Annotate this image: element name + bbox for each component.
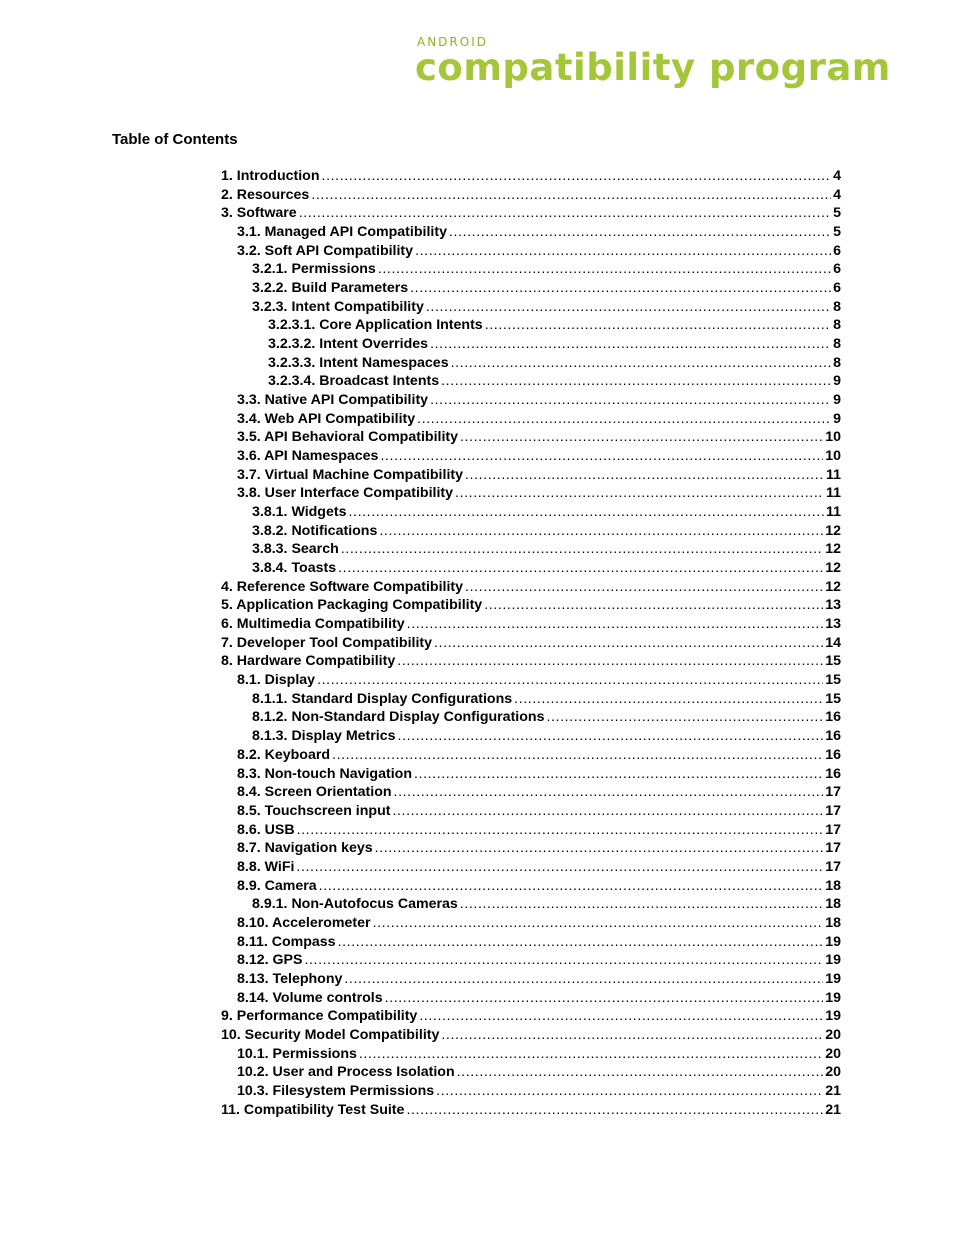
toc-dot-leader [485, 317, 831, 333]
toc-dot-leader [380, 448, 823, 464]
toc-entry-page-number: 4 [833, 168, 841, 184]
toc-entry-label: 8. Hardware Compatibility [221, 653, 396, 670]
toc-dot-leader [484, 597, 823, 613]
toc-entry-label: 8.2. Keyboard [237, 746, 331, 763]
toc-entry[interactable] [221, 429, 841, 448]
toc-dot-leader [460, 896, 823, 912]
toc-entry[interactable] [221, 1102, 841, 1121]
toc-entry-page-number: 17 [825, 802, 841, 819]
toc-dot-leader [379, 523, 823, 539]
toc-entry[interactable] [221, 709, 841, 728]
toc-entry-label: 8.8. WiFi [237, 858, 295, 875]
toc-dot-leader [304, 952, 823, 968]
toc-entry-page-number: 17 [825, 821, 841, 838]
toc-entry-page-number: 15 [825, 690, 841, 707]
toc-entry-page-number: 19 [825, 1008, 841, 1025]
toc-entry-label: 8.7. Navigation keys [237, 840, 373, 857]
toc-entry[interactable] [221, 168, 841, 187]
toc-entry[interactable] [221, 187, 841, 206]
toc-dot-leader [392, 803, 823, 819]
toc-dot-leader [373, 915, 824, 931]
toc-dot-leader [317, 672, 823, 688]
toc-entry-label: 8.1.2. Non-Standard Display Configurations [252, 709, 545, 726]
toc-entry-page-number: 10 [825, 429, 841, 446]
toc-dot-leader [434, 635, 823, 651]
toc-entry[interactable] [221, 597, 841, 616]
toc-dot-leader [319, 878, 824, 894]
toc-entry-page-number: 9 [833, 373, 841, 390]
toc-dot-leader [451, 355, 832, 371]
toc-dot-leader [394, 784, 824, 800]
toc-entry[interactable] [221, 672, 841, 691]
toc-entry-page-number: 17 [825, 784, 841, 801]
toc-entry-label: 5. Application Packaging Compatibility [221, 597, 483, 614]
toc-entry-page-number: 18 [825, 877, 841, 894]
toc-entry-label: 3.7. Virtual Machine Compatibility [237, 466, 464, 483]
toc-entry-page-number: 18 [825, 896, 841, 913]
toc-entry-label: 3.2.3. Intent Compatibility [252, 298, 424, 315]
toc-entry-page-number: 21 [825, 1082, 841, 1099]
toc-entry[interactable] [221, 1046, 841, 1065]
toc-entry-page-number: 11 [826, 504, 841, 521]
toc-entry-page-number: 19 [825, 933, 841, 950]
toc-entry-label: 3.2.2. Build Parameters [252, 280, 409, 297]
toc-entry-page-number: 12 [825, 522, 841, 539]
toc-entry[interactable] [221, 448, 841, 467]
toc-entry-label: 10.3. Filesystem Permissions [237, 1082, 435, 1099]
toc-entry-label: 1. Introduction [221, 168, 320, 184]
toc-entry-page-number: 17 [825, 840, 841, 857]
toc-entry-page-number: 20 [825, 1045, 841, 1062]
toc-dot-leader [457, 1064, 824, 1080]
toc-entry-page-number: 15 [825, 653, 841, 670]
toc-entry-page-number: 6 [833, 261, 841, 278]
toc-entry-page-number: 21 [825, 1101, 841, 1118]
toc-dot-leader [407, 616, 824, 632]
toc-entry-label: 8.9.1. Non-Autofocus Cameras [252, 896, 458, 913]
toc-dot-leader [514, 691, 823, 707]
toc-dot-leader [441, 373, 831, 389]
toc-entry-page-number: 18 [825, 914, 841, 931]
toc-entry[interactable] [221, 317, 841, 336]
toc-dot-leader [436, 1083, 823, 1099]
toc-entry[interactable] [221, 635, 841, 654]
toc-dot-leader [414, 766, 823, 782]
toc-entry-label: 3.2.3.2. Intent Overrides [268, 336, 429, 353]
toc-entry[interactable] [221, 878, 841, 897]
toc-entry-page-number: 8 [833, 317, 841, 334]
toc-entry-label: 3.1. Managed API Compatibility [237, 224, 447, 241]
android-wordmark: ANDROID [417, 35, 488, 49]
toc-entry-label: 10.1. Permissions [237, 1045, 357, 1062]
toc-entry[interactable] [221, 990, 841, 1009]
toc-dot-leader [378, 261, 831, 277]
toc-entry[interactable] [221, 523, 841, 542]
toc-entry-page-number: 11 [826, 466, 841, 483]
toc-dot-leader [426, 299, 831, 315]
toc-entry-page-number: 16 [825, 765, 841, 782]
toc-dot-leader [375, 840, 824, 856]
toc-entry[interactable] [221, 1064, 841, 1083]
toc-entry-label: 8.9. Camera [237, 877, 317, 894]
toc-entry[interactable] [221, 485, 841, 504]
toc-dot-leader [441, 1027, 823, 1043]
toc-dot-leader [385, 990, 824, 1006]
toc-dot-leader [344, 971, 823, 987]
toc-entry-page-number: 16 [825, 709, 841, 726]
toc-entry-page-number: 13 [825, 616, 841, 633]
program-wordmark: compatibility program [415, 46, 891, 89]
toc-entry-label: 3.2.3.3. Intent Namespaces [268, 354, 449, 371]
toc-entry[interactable] [221, 1083, 841, 1102]
toc-entry-label: 3.2.3.4. Broadcast Intents [268, 373, 440, 390]
toc-entry-page-number: 12 [825, 578, 841, 595]
toc-dot-leader [332, 747, 823, 763]
toc-entry-label: 3. Software [221, 205, 297, 222]
toc-dot-leader [460, 429, 823, 445]
toc-dot-leader [299, 205, 831, 221]
toc-entry-label: 3.2.3.1. Core Application Intents [268, 317, 483, 334]
toc-entry[interactable] [221, 934, 841, 953]
toc-dot-leader [430, 336, 831, 352]
toc-entry[interactable] [221, 579, 841, 598]
toc-entry-page-number: 8 [833, 336, 841, 353]
toc-heading: Table of Contents [112, 131, 238, 148]
toc-entry[interactable] [221, 1008, 841, 1027]
toc-entry-page-number: 14 [825, 634, 841, 651]
toc-dot-leader [455, 485, 824, 501]
toc-entry-page-number: 15 [825, 672, 841, 689]
toc-dot-leader [297, 822, 824, 838]
toc-entry-page-number: 13 [825, 597, 841, 614]
toc-entry-page-number: 9 [833, 392, 841, 409]
toc-entry-page-number: 9 [833, 410, 841, 427]
toc-entry-label: 3.2.1. Permissions [252, 261, 376, 278]
toc-entry-label: 8.1.1. Standard Display Configurations [252, 690, 513, 707]
toc-entry-label: 3.5. API Behavioral Compatibility [237, 429, 459, 446]
toc-entry-page-number: 8 [833, 354, 841, 371]
toc-entry-page-number: 12 [825, 560, 841, 577]
toc-entry-page-number: 19 [825, 970, 841, 987]
toc-entry-label: 3.4. Web API Compatibility [237, 410, 416, 427]
toc-dot-leader [341, 541, 823, 557]
toc-entry[interactable] [221, 467, 841, 486]
toc-dot-leader [546, 709, 823, 725]
toc-entry-page-number: 11 [826, 485, 841, 502]
toc-dot-leader [398, 728, 824, 744]
toc-dot-leader [430, 392, 831, 408]
toc-entry[interactable] [221, 822, 841, 841]
toc-dot-leader [465, 579, 823, 595]
toc-dot-leader [322, 168, 832, 184]
toc-dot-leader [348, 504, 824, 520]
toc-entry-page-number: 16 [825, 746, 841, 763]
toc-entry-page-number: 5 [833, 224, 841, 241]
toc-entry-label: 9. Performance Compatibility [221, 1008, 418, 1025]
toc-entry-page-number: 12 [825, 541, 841, 558]
toc-entry-label: 8.3. Non-touch Navigation [237, 765, 412, 782]
toc-entry-page-number: 19 [825, 952, 841, 969]
toc-entry[interactable] [221, 541, 841, 560]
toc-entry-label: 8.5. Touchscreen input [237, 802, 391, 819]
toc-dot-leader [338, 560, 823, 576]
toc-dot-leader [419, 1008, 823, 1024]
toc-entry-page-number: 20 [825, 1064, 841, 1081]
toc-entry[interactable] [221, 971, 841, 990]
toc-entry[interactable] [221, 691, 841, 710]
toc-entry[interactable] [221, 392, 841, 411]
toc-entry-label: 3.8.2. Notifications [252, 522, 378, 539]
toc-entry[interactable] [221, 653, 841, 672]
toc-entry[interactable] [221, 504, 841, 523]
toc-entry-page-number: 4 [833, 186, 841, 203]
table-of-contents [221, 168, 841, 1120]
toc-entry-label: 8.14. Volume controls [237, 989, 383, 1006]
toc-entry-label: 3.8.4. Toasts [252, 560, 337, 577]
toc-entry-label: 10. Security Model Compatibility [221, 1026, 440, 1043]
toc-entry[interactable] [221, 616, 841, 635]
toc-entry-label: 3.3. Native API Compatibility [237, 392, 429, 409]
toc-entry-label: 10.2. User and Process Isolation [237, 1064, 455, 1081]
toc-entry-page-number: 5 [833, 205, 841, 222]
toc-entry-label: 8.6. USB [237, 821, 295, 838]
toc-entry[interactable] [221, 336, 841, 355]
toc-entry[interactable] [221, 896, 841, 915]
compatibility-program-logo [415, 34, 891, 94]
toc-entry-page-number: 10 [825, 448, 841, 465]
toc-dot-leader [449, 224, 831, 240]
toc-entry-label: 8.13. Telephony [237, 970, 343, 987]
toc-entry[interactable] [221, 560, 841, 579]
toc-dot-leader [417, 411, 831, 427]
toc-dot-leader [465, 467, 824, 483]
toc-dot-leader [311, 187, 831, 203]
toc-entry-label: 11. Compatibility Test Suite [221, 1101, 405, 1118]
toc-entry[interactable] [221, 766, 841, 785]
toc-dot-leader [296, 859, 823, 875]
toc-dot-leader [415, 243, 831, 259]
toc-entry-label: 6. Multimedia Compatibility [221, 616, 405, 633]
toc-entry-label: 8.10. Accelerometer [237, 914, 371, 931]
toc-entry-page-number: 6 [833, 242, 841, 259]
toc-entry[interactable] [221, 803, 841, 822]
toc-dot-leader [397, 653, 823, 669]
toc-entry[interactable] [221, 728, 841, 747]
toc-entry[interactable] [221, 840, 841, 859]
toc-entry[interactable] [221, 373, 841, 392]
toc-entry[interactable] [221, 243, 841, 262]
toc-entry[interactable] [221, 784, 841, 803]
toc-entry-label: 4. Reference Software Compatibility [221, 578, 464, 595]
toc-entry-label: 7. Developer Tool Compatibility [221, 634, 433, 651]
toc-entry-label: 3.8.1. Widgets [252, 504, 347, 521]
toc-dot-leader [406, 1102, 823, 1118]
toc-entry[interactable] [221, 1027, 841, 1046]
toc-entry-label: 8.12. GPS [237, 952, 303, 969]
toc-entry[interactable] [221, 747, 841, 766]
toc-entry[interactable] [221, 859, 841, 878]
toc-dot-leader [338, 934, 824, 950]
toc-entry-label: 8.11. Compass [237, 933, 336, 950]
toc-entry-page-number: 17 [825, 858, 841, 875]
toc-dot-leader [410, 280, 831, 296]
toc-entry[interactable] [221, 205, 841, 224]
toc-entry[interactable] [221, 299, 841, 318]
toc-entry-page-number: 6 [833, 280, 841, 297]
toc-entry-page-number: 20 [825, 1026, 841, 1043]
toc-entry-label: 8.1.3. Display Metrics [252, 728, 396, 745]
toc-entry-label: 2. Resources [221, 186, 310, 203]
toc-entry-label: 3.8. User Interface Compatibility [237, 485, 454, 502]
toc-entry[interactable] [221, 952, 841, 971]
toc-entry[interactable] [221, 915, 841, 934]
toc-entry-page-number: 8 [833, 298, 841, 315]
toc-entry-label: 3.2. Soft API Compatibility [237, 242, 414, 259]
toc-entry[interactable] [221, 411, 841, 430]
toc-entry[interactable] [221, 261, 841, 280]
toc-entry-page-number: 16 [825, 728, 841, 745]
toc-entry-label: 3.8.3. Search [252, 541, 339, 558]
toc-dot-leader [359, 1046, 823, 1062]
toc-entry-label: 8.4. Screen Orientation [237, 784, 392, 801]
toc-entry-page-number: 19 [825, 989, 841, 1006]
toc-entry-label: 3.6. API Namespaces [237, 448, 379, 465]
toc-entry[interactable] [221, 224, 841, 243]
toc-entry-label: 8.1. Display [237, 672, 316, 689]
toc-entry[interactable] [221, 280, 841, 299]
toc-entry[interactable] [221, 355, 841, 374]
